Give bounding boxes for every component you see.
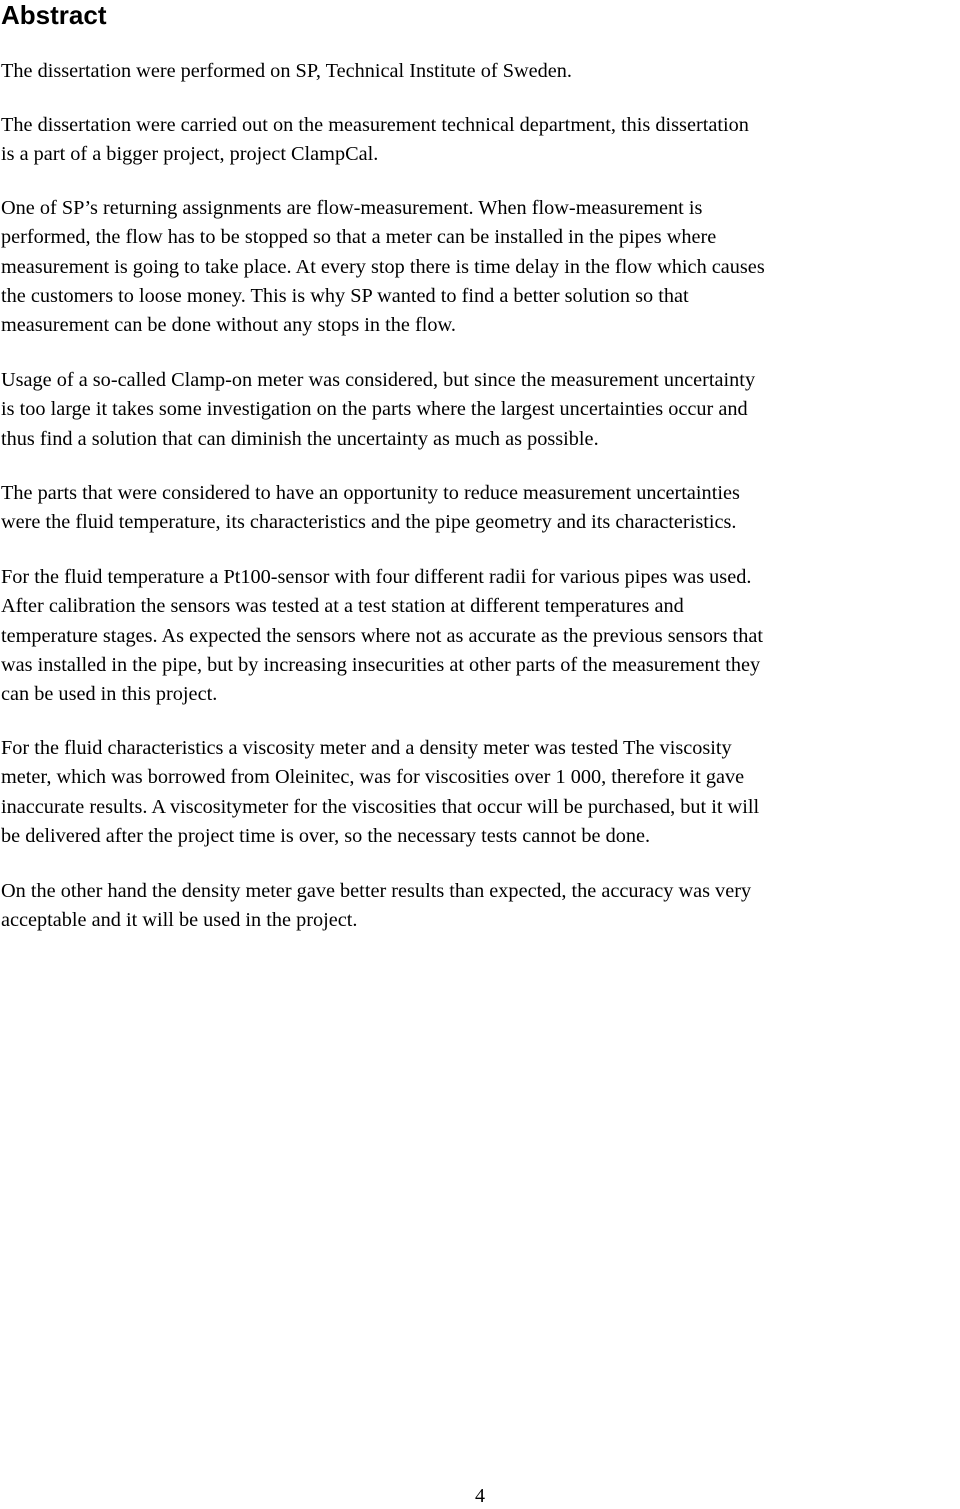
- paragraph-line: acceptable and it will be used in the project.: [1, 909, 358, 932]
- paragraph-line: For the fluid characteristics a viscosity meter and a density meter was tested The viscosity: [1, 737, 732, 759]
- paragraph-line: The dissertation were carried out on the measurement technical department, this dissertation: [1, 114, 749, 136]
- paragraph-line: is too large it takes some investigation on the parts where the largest uncertainties occur and: [1, 398, 748, 421]
- paragraph-line: the customers to loose money. This is why SP wanted to find a better solution so that: [1, 284, 689, 307]
- paragraph-6: [1, 563, 959, 709]
- paragraph-line: temperature stages. As expected the sensors where not as accurate as the previous sensors that: [1, 624, 763, 647]
- paragraph-line: The parts that were considered to have an opportunity to reduce measurement uncertainties: [1, 482, 740, 504]
- paragraph-line: After calibration the sensors was tested at a test station at different temperatures and: [1, 595, 684, 618]
- paragraph-5: [1, 479, 959, 538]
- page-number: 4: [475, 1485, 485, 1507]
- paragraph-line: The dissertation were performed on SP, Technical Institute of Sweden.: [1, 60, 573, 82]
- paragraph-line: thus find a solution that can diminish the uncertainty as much as possible.: [1, 427, 599, 450]
- paragraph-line: measurement can be done without any stops in the flow.: [1, 314, 456, 337]
- paragraph-1: [1, 57, 959, 86]
- paragraph-line: were the fluid temperature, its characteristics and the pipe geometry and its characteristics.: [1, 511, 737, 534]
- paragraph-line: can be used in this project.: [1, 683, 218, 706]
- paragraph-line: be delivered after the project time is over, so the necessary tests cannot be done.: [1, 824, 651, 847]
- paragraph-line: meter, which was borrowed from Oleinitec, was for viscosities over 1 000, therefore it gave: [1, 766, 745, 789]
- paragraph-line: On the other hand the density meter gave better results than expected, the accuracy was very: [1, 880, 752, 902]
- paragraph-7: [1, 734, 959, 851]
- paragraph-4: [1, 366, 959, 454]
- section-heading: Abstract: [1, 0, 107, 30]
- paragraph-line: measurement is going to take place. At every stop there is time delay in the flow which causes: [1, 255, 765, 278]
- paragraph-line: Usage of a so-called Clamp-on meter was considered, but since the measurement uncertainty: [1, 369, 756, 391]
- paragraph-line: One of SP’s returning assignments are flow-measurement. When flow-measurement is: [1, 197, 703, 219]
- paragraph-line: is a part of a bigger project, project ClampCal.: [1, 143, 379, 166]
- paragraph-line: performed, the flow has to be stopped so that a meter can be installed in the pipes where: [1, 226, 717, 249]
- paragraph-2: [1, 111, 959, 170]
- paragraph-3: [1, 194, 959, 340]
- paragraph-8: [1, 877, 959, 936]
- paragraph-line: inaccurate results. A viscositymeter for the viscosities that occur will be purchased, but it will: [1, 795, 760, 818]
- paragraph-line: was installed in the pipe, but by increasing insecurities at other parts of the measurement they: [1, 653, 761, 676]
- paragraph-line: For the fluid temperature a Pt100-sensor with four different radii for various pipes was used.: [1, 566, 752, 588]
